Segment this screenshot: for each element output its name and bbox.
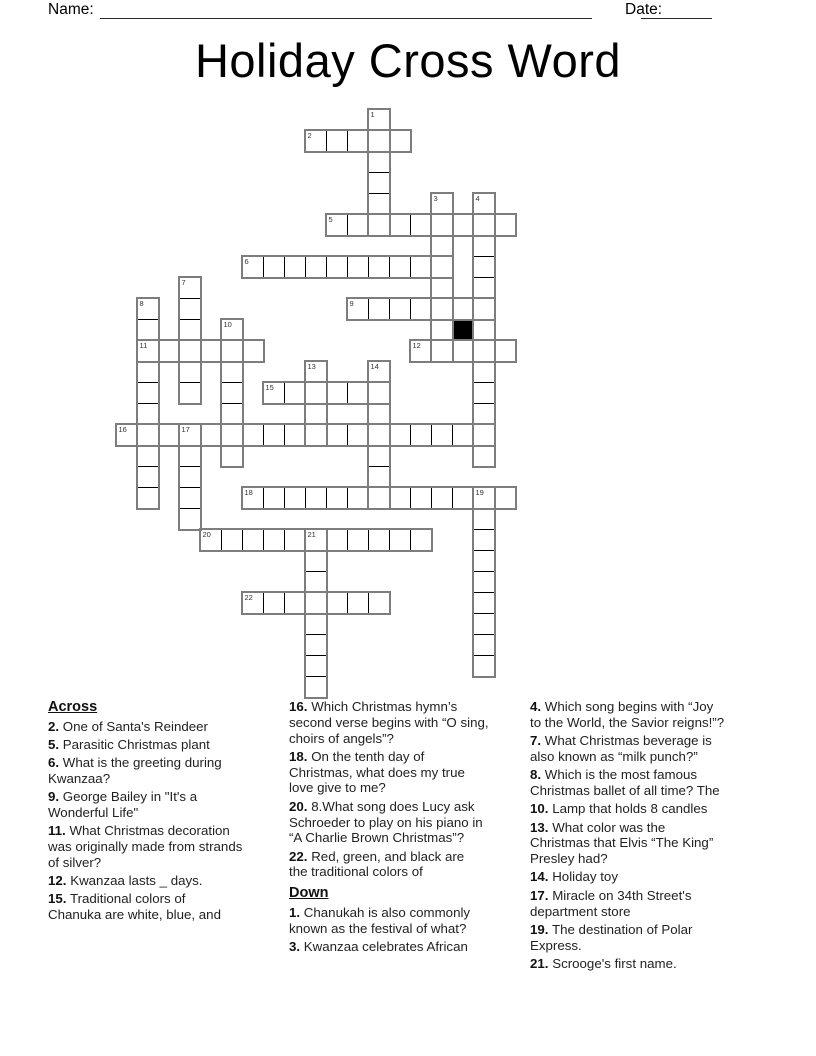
grid-cell (494, 487, 516, 509)
grid-cell (137, 298, 159, 320)
grid-cell (452, 340, 474, 362)
grid-cell (431, 298, 453, 320)
grid-cell (368, 130, 390, 152)
grid-cell (116, 424, 138, 446)
grid-cell (431, 193, 453, 215)
grid-cell (263, 487, 285, 509)
grid-cell (326, 256, 348, 278)
grid-cell (263, 592, 285, 614)
grid-cell (473, 235, 495, 257)
grid-cell (389, 298, 411, 320)
grid-cell (305, 655, 327, 677)
grid-cell (179, 361, 201, 383)
grid-cell (368, 529, 390, 551)
grid-cell (242, 424, 264, 446)
cell-number-6: 6 (244, 256, 249, 266)
clue-20: 20. 8.What song does Lucy ask Schroeder to play on his piano in “A Charlie Brown Christmas”? (289, 798, 483, 846)
name-label: Name: (48, 1, 94, 18)
grid-cell (389, 487, 411, 509)
grid-cell (326, 487, 348, 509)
clue-5: 5. Parasitic Christmas plant (48, 736, 210, 752)
date-label: Date: (625, 1, 663, 18)
cell-number-3: 3 (433, 193, 438, 203)
grid-cell (305, 529, 327, 551)
clue-3: 3. Kwanzaa celebrates African (289, 938, 468, 954)
grid-cell (347, 214, 369, 236)
clue-21: 21. Scrooge's first name. (530, 955, 677, 971)
grid-cell (410, 298, 432, 320)
grid-cell (494, 340, 516, 362)
cell-number-9: 9 (349, 298, 354, 308)
grid-cell (284, 592, 306, 614)
grid-cell (221, 340, 243, 362)
cell-number-8: 8 (139, 298, 144, 308)
grid-cell (221, 403, 243, 425)
grid-cell (347, 529, 369, 551)
grid-cell (305, 424, 327, 446)
clue-14: 14. Holiday toy (530, 869, 618, 885)
grid-cell-black (452, 319, 474, 341)
grid-cell (137, 424, 159, 446)
grid-cell (200, 424, 222, 446)
grid-cell (431, 277, 453, 299)
cell-number-17: 17 (181, 424, 190, 434)
grid-cell (410, 256, 432, 278)
cell-number-2: 2 (307, 130, 312, 140)
clue-8: 8. Which is the most famous Christmas ballet of all time? The (530, 767, 720, 798)
grid-cell (347, 298, 369, 320)
grid-cell (158, 424, 180, 446)
grid-cell (326, 382, 348, 404)
grid-cell (452, 298, 474, 320)
clue-6: 6. What is the greeting during Kwanzaa? (48, 755, 222, 786)
cell-number-14: 14 (370, 361, 379, 371)
clue-11: 11. What Christmas decoration was originally made from strands of silver? (48, 823, 243, 870)
grid-cell (473, 319, 495, 341)
page-title: Holiday Cross Word (194, 34, 622, 87)
grid-cell (368, 592, 390, 614)
clue-4: 4. Which song begins with “Joy to the World, the Savior reigns!”? (530, 699, 725, 730)
cell-number-19: 19 (475, 487, 484, 497)
grid-cell (221, 361, 243, 383)
grid-cell (410, 424, 432, 446)
grid-cell (305, 382, 327, 404)
grid-cell (368, 193, 390, 215)
grid-cell (473, 256, 495, 278)
grid-cell (473, 193, 495, 215)
grid-cell (431, 235, 453, 257)
grid-cell (242, 256, 264, 278)
grid-cell (473, 613, 495, 635)
grid-cell (347, 256, 369, 278)
grid-cell (221, 529, 243, 551)
grid-cell (473, 508, 495, 530)
grid-cell (305, 676, 327, 698)
cell-number-12: 12 (412, 340, 421, 350)
grid-cell (389, 424, 411, 446)
grid-cell (326, 592, 348, 614)
grid-cell (305, 256, 327, 278)
grid-cell (431, 214, 453, 236)
clue-9: 9. George Bailey in "It's a Wonderful Life" (48, 789, 198, 820)
cell-number-20: 20 (202, 529, 211, 539)
cell-number-18: 18 (244, 487, 253, 497)
grid-cell (473, 571, 495, 593)
grid-cell (368, 109, 390, 131)
grid-cell (473, 382, 495, 404)
grid-cell (431, 256, 453, 278)
clue-column-3 (530, 699, 763, 974)
grid-cell (326, 130, 348, 152)
grid-cell (179, 340, 201, 362)
clue-column-2 (289, 699, 522, 974)
grid-cell (179, 424, 201, 446)
grid-cell (179, 445, 201, 467)
grid-cell (284, 424, 306, 446)
grid-cell (179, 487, 201, 509)
grid-cell (305, 592, 327, 614)
grid-cell (368, 256, 390, 278)
grid-cell (137, 487, 159, 509)
grid-cell (473, 655, 495, 677)
cell-number-1: 1 (370, 109, 375, 119)
cell-number-21: 21 (307, 529, 316, 539)
grid-cell (263, 256, 285, 278)
grid-cell (368, 403, 390, 425)
cell-number-7: 7 (181, 277, 186, 287)
clue-17: 17. Miracle on 34th Street's department store (530, 887, 692, 919)
grid-cell (473, 298, 495, 320)
clue-10: 10. Lamp that holds 8 candles (530, 801, 708, 817)
grid-cell (326, 529, 348, 551)
grid-cell (137, 382, 159, 404)
grid-cell (326, 214, 348, 236)
grid-cell (305, 634, 327, 656)
clue-18: 18. On the tenth day of Christmas, what does my true love give to me? (289, 748, 465, 796)
cell-number-10: 10 (223, 319, 232, 329)
grid-cell (389, 529, 411, 551)
grid-cell (179, 298, 201, 320)
grid-cell (473, 277, 495, 299)
grid-cell (473, 592, 495, 614)
date-blank-line (641, 2, 712, 19)
cell-number-22: 22 (244, 592, 253, 602)
grid-cell (368, 361, 390, 383)
clue-column-1 (48, 699, 281, 974)
grid-cell (284, 256, 306, 278)
grid-cell (137, 319, 159, 341)
grid-cell (473, 424, 495, 446)
grid-cell (137, 466, 159, 488)
clue-12: 12. Kwanzaa lasts _ days. (48, 873, 203, 889)
grid-cell (473, 529, 495, 551)
grid-cell (305, 487, 327, 509)
clues-section (48, 699, 762, 974)
cell-number-13: 13 (307, 361, 316, 371)
grid-cell (431, 340, 453, 362)
grid-cell (347, 487, 369, 509)
grid-cell (305, 550, 327, 572)
grid-cell (137, 340, 159, 362)
grid-cell (179, 466, 201, 488)
grid-cell (242, 592, 264, 614)
clue-16: 16. Which Christmas hymn’s second verse begins with “O sing, choirs of angels”? (289, 699, 489, 746)
grid-cell (494, 214, 516, 236)
grid-cell (242, 340, 264, 362)
clues-header-across: Across (48, 699, 98, 715)
clue-2: 2. One of Santa's Reindeer (48, 718, 208, 734)
grid-cell (368, 424, 390, 446)
cell-number-11: 11 (139, 340, 148, 350)
clue-15: 15. Traditional colors of Chanuka are white, blue, and (48, 891, 221, 923)
grid-cell (305, 571, 327, 593)
grid-cell (410, 529, 432, 551)
grid-cell (431, 424, 453, 446)
cell-number-4: 4 (475, 193, 480, 203)
grid-cell (389, 214, 411, 236)
grid-cell (473, 340, 495, 362)
clue-19: 19. The destination of Polar Express. (530, 921, 693, 953)
grid-cell (410, 487, 432, 509)
grid-cell (305, 361, 327, 383)
grid-cell (368, 172, 390, 194)
grid-cell (410, 214, 432, 236)
grid-cell (221, 445, 243, 467)
grid-cell (368, 298, 390, 320)
grid-cell (389, 256, 411, 278)
grid-cell (368, 214, 390, 236)
grid-cell (221, 382, 243, 404)
clue-13: 13. What color was the Christmas that Elvis “The King” Presley had? (530, 819, 714, 867)
grid-cell (242, 529, 264, 551)
grid-cell (368, 445, 390, 467)
grid-cell (473, 634, 495, 656)
grid-cell (326, 424, 348, 446)
grid-cell (431, 487, 453, 509)
cell-number-16: 16 (118, 424, 127, 434)
grid-cell (347, 130, 369, 152)
grid-cell (221, 424, 243, 446)
grid-cell (284, 529, 306, 551)
grid-cell (347, 592, 369, 614)
grid-cell (347, 424, 369, 446)
grid-cell (263, 424, 285, 446)
grid-cell (242, 487, 264, 509)
grid-cell (179, 319, 201, 341)
grid-cell (284, 382, 306, 404)
grid-cell (368, 466, 390, 488)
grid-cell (179, 277, 201, 299)
grid-cell (137, 361, 159, 383)
grid-cell (200, 529, 222, 551)
grid-cell (263, 382, 285, 404)
grid-cell (473, 445, 495, 467)
grid-cell (137, 403, 159, 425)
grid-cell (284, 487, 306, 509)
grid-cell (473, 487, 495, 509)
clue-1: 1. Chanukah is also commonly known as the festival of what? (289, 904, 471, 936)
grid-cell (221, 319, 243, 341)
grid-cell (368, 151, 390, 173)
grid-cell (473, 403, 495, 425)
grid-cell (158, 340, 180, 362)
grid-cell (452, 424, 474, 446)
grid-cell (305, 613, 327, 635)
grid-cell (452, 487, 474, 509)
cell-number-15: 15 (265, 382, 274, 392)
clues-header-down: Down (289, 885, 329, 902)
grid-cell (473, 361, 495, 383)
name-blank-line (100, 2, 592, 19)
clue-22: 22. Red, green, and black are the traditional colors of (289, 848, 465, 880)
grid-cell (473, 214, 495, 236)
grid-cell (347, 382, 369, 404)
grid-cell (473, 550, 495, 572)
grid-cell (452, 214, 474, 236)
grid-cell (431, 319, 453, 341)
grid-cell (179, 508, 201, 530)
grid-cell (263, 529, 285, 551)
grid-cell (179, 382, 201, 404)
grid-cell (137, 445, 159, 467)
cell-number-5: 5 (328, 214, 333, 224)
grid-cell (200, 340, 222, 362)
grid-cell (368, 487, 390, 509)
grid-cell (389, 130, 411, 152)
grid-cell (410, 340, 432, 362)
grid-cell (305, 403, 327, 425)
grid-cell (368, 382, 390, 404)
grid-cell (305, 130, 327, 152)
clue-7: 7. What Christmas beverage is also known as “milk punch?” (530, 733, 712, 764)
